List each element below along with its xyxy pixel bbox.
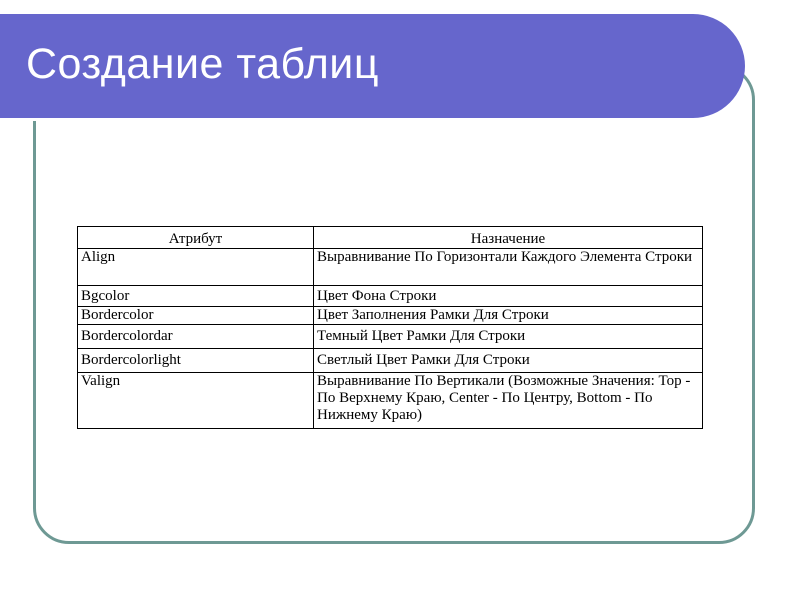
- slide-title: Создание таблиц: [26, 40, 379, 88]
- cell-attribute: Bordercolorlight: [78, 349, 314, 373]
- cell-purpose: Цвет Заполнения Рамки Для Строки: [314, 307, 703, 325]
- cell-attribute: Bgcolor: [78, 286, 314, 307]
- header-purpose: Назначение: [314, 227, 703, 249]
- attributes-table: [77, 226, 703, 429]
- table-row: [78, 325, 703, 349]
- table-header-row: [78, 227, 703, 249]
- table-row: [78, 307, 703, 325]
- cell-attribute: Valign: [78, 373, 314, 429]
- table-row: [78, 373, 703, 429]
- cell-purpose: Выравнивание По Вертикали (Возможные Значения: Top - По Верхнему Краю, Center - По Центру, Bottom - По Нижнему Краю): [314, 373, 703, 429]
- table-row: [78, 349, 703, 373]
- cell-attribute: Bordercolor: [78, 307, 314, 325]
- cell-attribute: Align: [78, 249, 314, 286]
- cell-attribute: Bordercolordar: [78, 325, 314, 349]
- cell-purpose: Светлый Цвет Рамки Для Строки: [314, 349, 703, 373]
- cell-purpose: Выравнивание По Горизонтали Каждого Элемента Строки: [314, 249, 703, 286]
- table-row: [78, 286, 703, 307]
- header-attribute: Атрибут: [78, 227, 314, 249]
- title-underline: [0, 118, 710, 121]
- cell-purpose: Цвет Фона Строки: [314, 286, 703, 307]
- cell-purpose: Темный Цвет Рамки Для Строки: [314, 325, 703, 349]
- table-row: [78, 249, 703, 286]
